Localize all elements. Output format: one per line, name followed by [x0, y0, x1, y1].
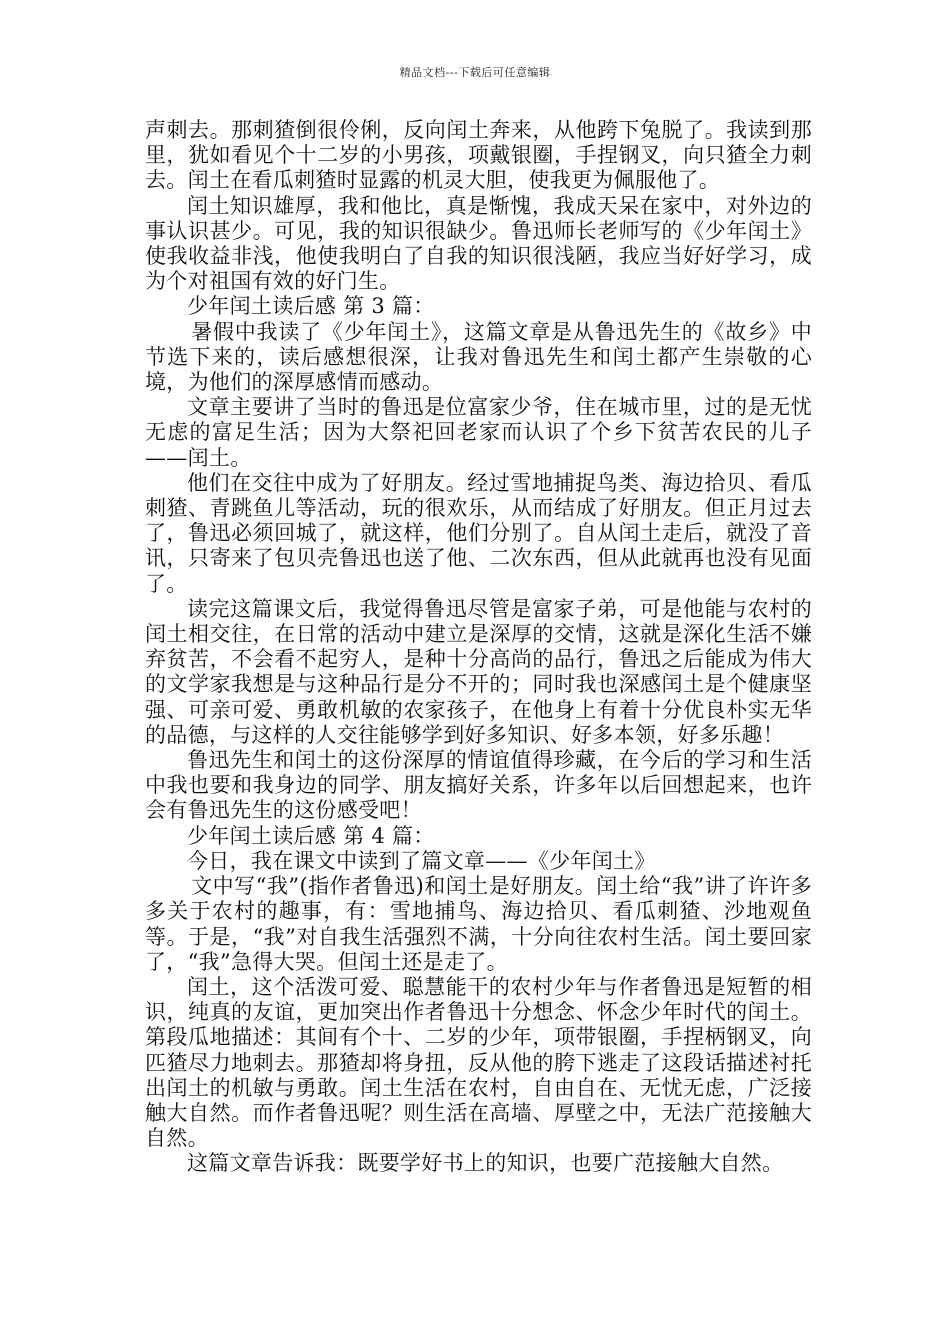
paragraph: 文中写“我”(指作者鲁迅)和闰土是好朋友。闰土给“我”讲了许许多多关于农村的趣事，有：雪地捕鸟、海边拾贝、看瓜刺猹、沙地观鱼等。于是，“我”对自我生活强烈不满，十分向往农村生活。闰土要回家了，“我”急得大哭。但闰土还是走了。 [145, 874, 812, 974]
paragraph: 这篇文章告诉我：既要学好书上的知识，也要广范接触大自然。 [187, 1151, 784, 1176]
paragraph: 闰土，这个活泼可爱、聪慧能干的农村少年与作者鲁迅是短暂的相识，纯真的友谊，更加突出作者鲁迅十分想念、怀念少年时代的闰土。第段瓜地描述：其间有个十、二岁的少年，项带银圈，手捏柄钢叉，向匹猹尽力地刺去。那猹却将身扭，反从他的胯下逃走了这段话描述衬托出闰土的机敏与勇敢。闰土生活在农村，自由自在、无忧无虑，广泛接触大自然。而作者鲁迅呢？则生活在高墙、厚壁之中，无法广范接触大自然。 [145, 974, 812, 1151]
paragraph: 闰土知识雄厚，我和他比，真是惭愧，我成天呆在家中，对外边的事认识甚少。可见，我的知识很缺少。鲁迅师长老师写的《少年闰土》使我收益非浅，他使我明白了自我的知识很浅陋，我应当好好学习，成为个对祖国有效的好门生。 [145, 193, 812, 294]
document-body [145, 118, 812, 1177]
section-heading: 少年闰土读后感 第 4 篇： [187, 823, 435, 848]
page-header: 精品文档---下载后可任意编辑 [399, 66, 551, 79]
paragraph: 暑假中我读了《少年闰土》，这篇文章是从鲁迅先生的《故乡》中节选下来的，读后感想很深，让我对鲁迅先生和闰土都产生崇敬的心境，为他们的深厚感情而感动。 [145, 319, 812, 395]
section-heading: 少年闰土读后感 第 3 篇： [187, 294, 435, 319]
paragraph: 今日，我在课文中读到了篇文章——《少年闰土》 [187, 848, 656, 873]
paragraph: 鲁迅先生和闰土的这份深厚的情谊值得珍藏，在今后的学习和生活中我也要和我身边的同学、朋友搞好关系，许多年以后回想起来，也许会有鲁迅先生的这份感受吧！ [145, 748, 812, 823]
paragraph: 他们在交往中成为了好朋友。经过雪地捕捉鸟类、海边拾贝、看瓜刺猹、青跳鱼儿等活动，玩的很欢乐，从而结成了好朋友。但正月过去了，鲁迅必须回城了，就这样，他们分别了。自从闰土走后，就没了音讯，只寄来了包贝壳鲁迅也送了他、二次东西，但从此就再也没有见面了。 [145, 470, 812, 596]
paragraph: 读完这篇课文后，我觉得鲁迅尽管是富家子弟，可是他能与农村的闰土相交往，在日常的活动中建立是深厚的交情，这就是深化生活不嫌弃贫苦，不会看不起穷人，是种十分高尚的品行，鲁迅之后能成为伟大的文学家我想是与这种品行是分不开的；同时我也深感闰土是个健康坚强、可亲可爱、勇敢机敏的农家孩子，在他身上有着十分优良朴实无华的品德，与这样的人交往能够学到好多知识、好多本领，好多乐趣！ [145, 596, 812, 747]
paragraph: 文章主要讲了当时的鲁迅是位富家少爷，住在城市里，过的是无忧无虑的富足生活；因为大祭祀回老家而认识了个乡下贫苦农民的儿子——闰土。 [145, 395, 812, 470]
paragraph: 声刺去。那刺猹倒很伶俐，反向闰土奔来，从他跨下兔脱了。我读到那里，犹如看见个十二岁的小男孩，项戴银圈，手捏钢叉，向只猹全力刺去。闰土在看瓜刺猹时显露的机灵大胆，使我更为佩服他了。 [145, 118, 812, 193]
